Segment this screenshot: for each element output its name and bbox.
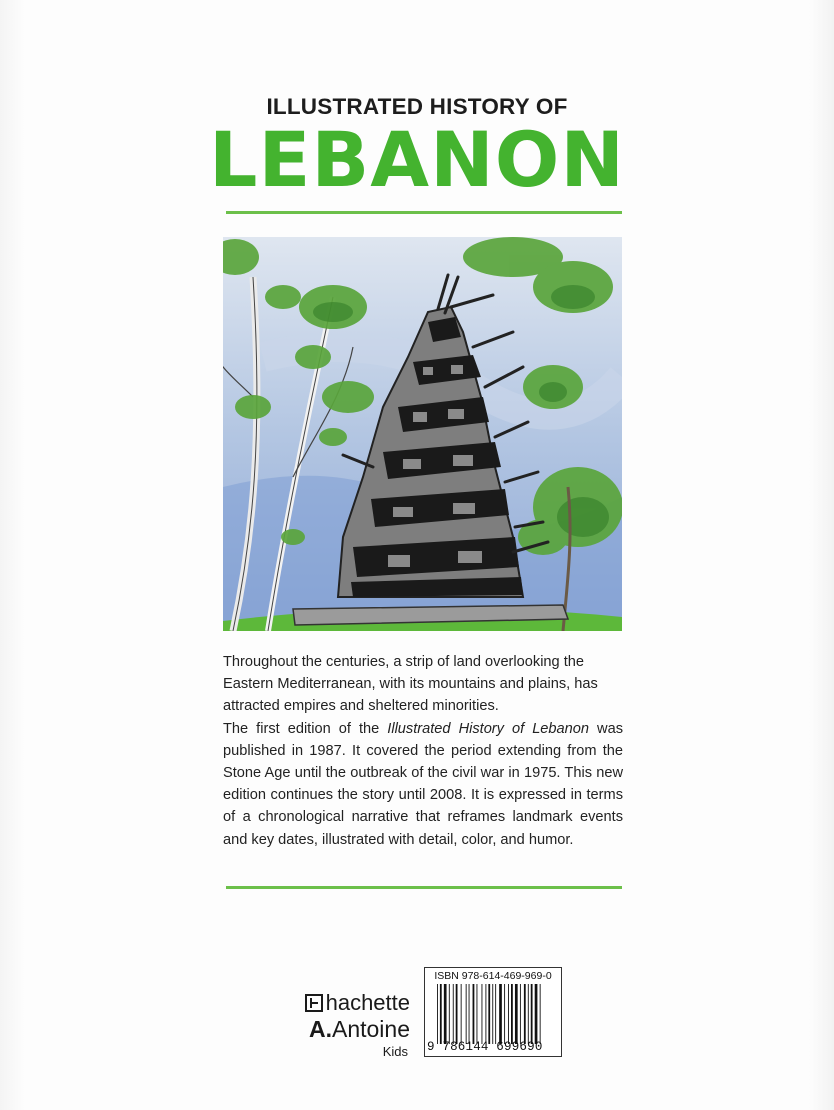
publisher-antoine: Antoine [331, 1016, 410, 1042]
isbn-barcode [424, 967, 562, 1057]
blurb-paragraph-1: Throughout the centuries, a strip of land overlooking the Eastern Mediterranean, with its mountains and plains, has attracted empires and sheltered minorities. [223, 654, 598, 715]
top-divider [226, 211, 622, 214]
publisher-logo [270, 990, 410, 1060]
publisher-line-antoine [270, 1016, 410, 1042]
cover-title: LEBANON [209, 115, 625, 204]
blurb-p2-start: The first edition of the [223, 720, 388, 737]
book-title-italic: Illustrated History of Lebanon [387, 720, 590, 737]
publisher-line-hachette [270, 990, 410, 1016]
bottom-divider [226, 886, 622, 889]
barcode-digits: 9 786144 699690 [427, 1040, 543, 1054]
monument-illustration [223, 237, 622, 631]
publisher-a: A. [308, 1016, 332, 1042]
blurb-paragraph-2 [223, 718, 623, 851]
hachette-logo-icon [305, 994, 323, 1012]
publisher-kids: Kids [382, 1044, 408, 1059]
publisher-hachette: hachette [325, 990, 410, 1015]
blurb-p2-end: was published in 1987. It covered the period extending from the Stone Age until the outbreak of the civil war in 1975. This new edition continues the story until 2008. It is expressed in terms of a chronological narrative that reframes landmark events and key dates, illustrated with detail, color, and humor. [223, 720, 623, 848]
barcode-bars [437, 984, 557, 1044]
cover-subtitle: ILLUSTRATED HISTORY OF [266, 94, 568, 119]
blurb-text [223, 651, 623, 851]
isbn-number: ISBN 978-614-469-969-0 [434, 970, 552, 982]
